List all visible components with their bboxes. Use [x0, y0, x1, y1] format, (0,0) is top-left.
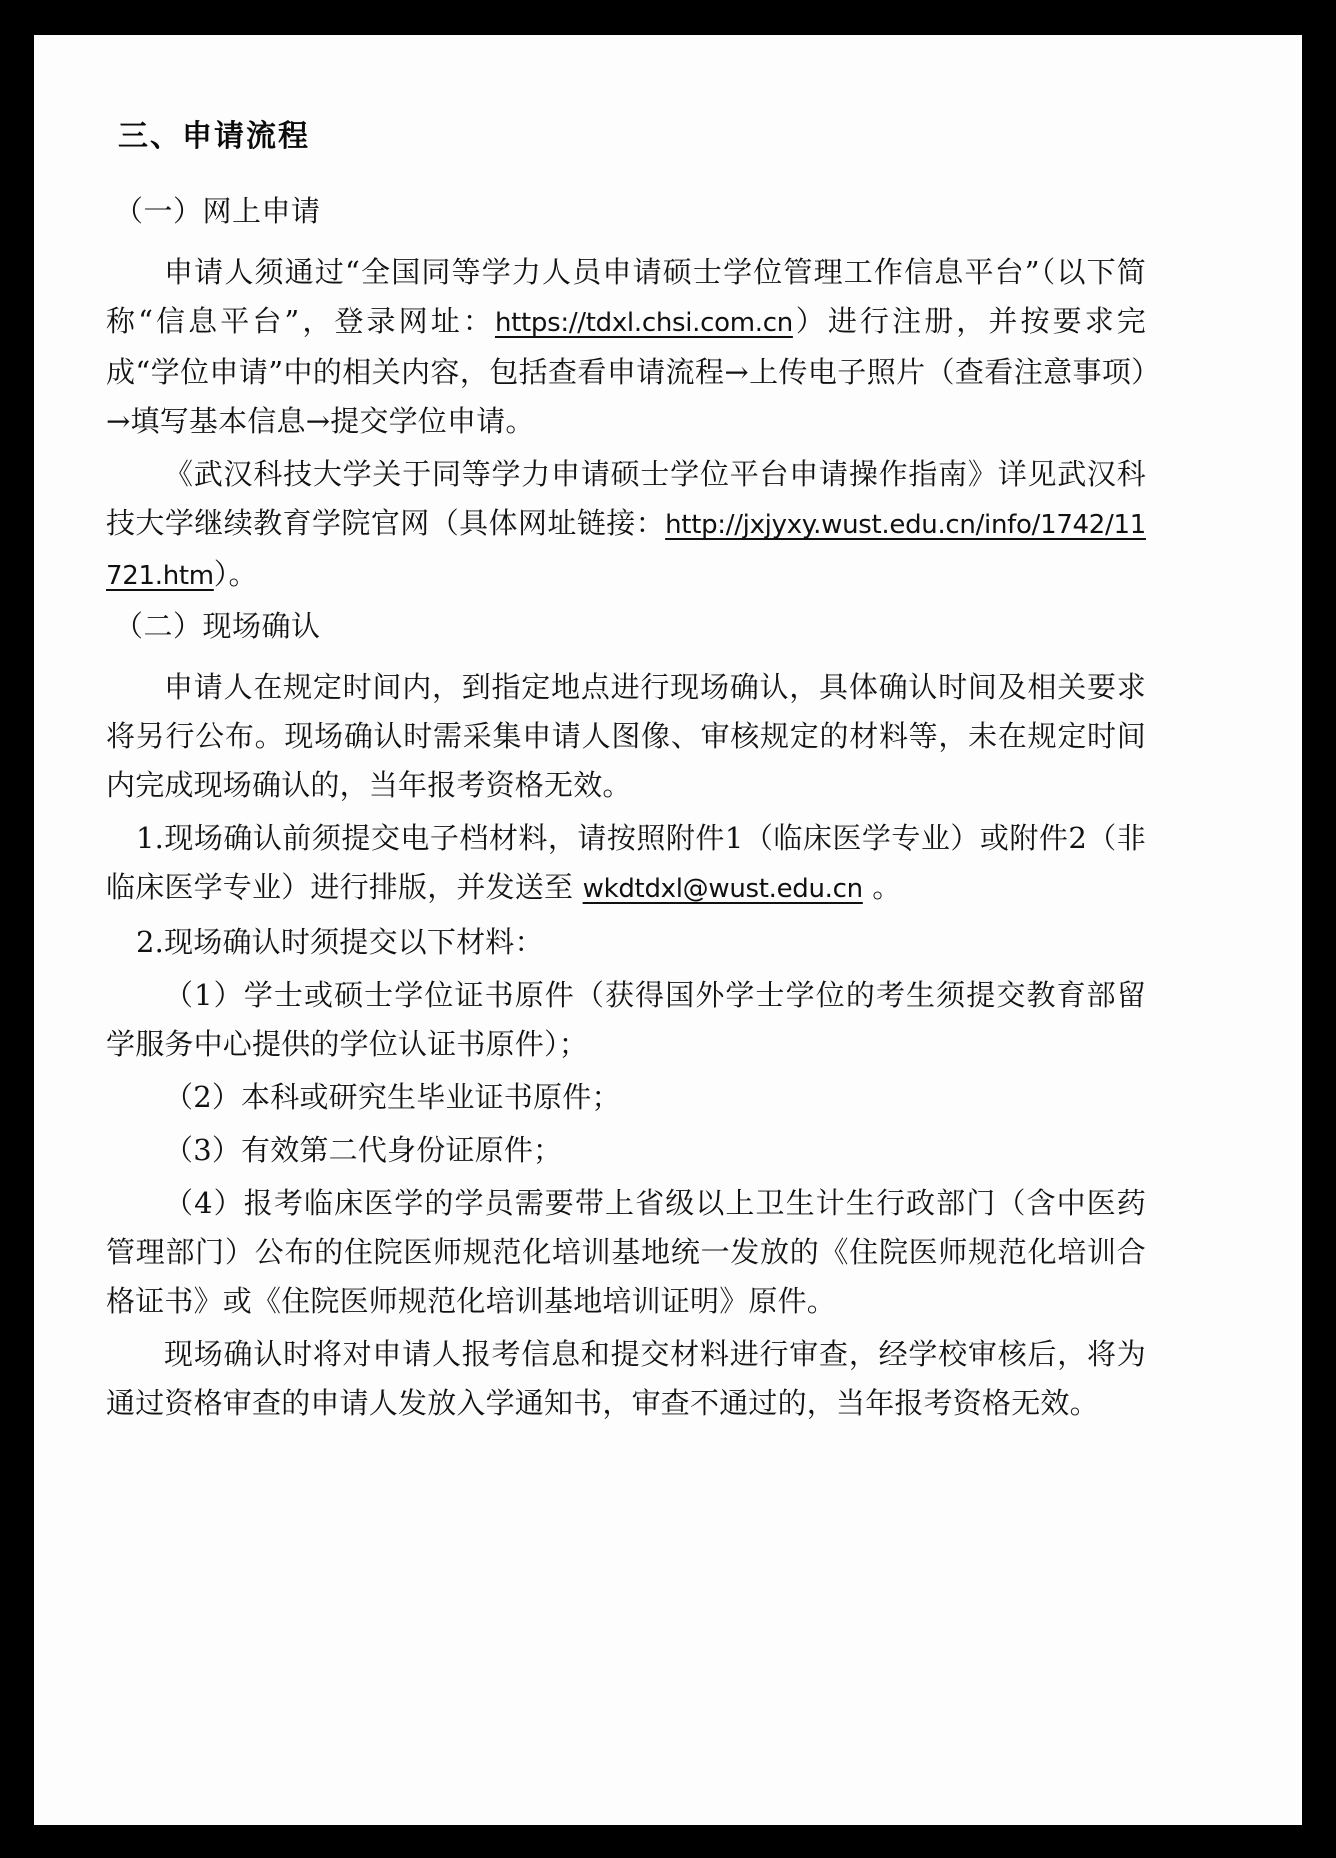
hyperlink[interactable]: wkdtdxl@wust.edu.cn — [582, 874, 863, 905]
subheading-online-application: （一）网上申请 — [114, 194, 321, 228]
para-onsite-item-2 — [106, 918, 1146, 967]
text-run: 2.现场确认时须提交以下材料： — [136, 925, 544, 960]
hyperlink[interactable]: https://tdxl.chsi.com.cn — [494, 308, 793, 339]
text-run: 申请人须通过“全国同等学力人员申请硕士学位管理工作信息平台”（以下简称“信息平台”，登录网址： — [106, 255, 1146, 339]
text-run: 1.现场确认前须提交电子档材料，请按照附件1（临床医学专业）或附件2（非临床医学专业）进行排版，并发送至 — [106, 821, 1146, 905]
page-title: 三、申请流程 — [118, 119, 310, 154]
document-body — [106, 117, 1146, 1432]
para-online-application-1 — [106, 248, 1146, 446]
subheading-onsite-confirmation: （二）现场确认 — [114, 609, 321, 644]
para-onsite-item-1 — [106, 814, 1146, 914]
para-material-3 — [106, 1126, 1146, 1175]
text-run: （4）报考临床医学的学员需要带上省级以上卫生计生行政部门（含中医药管理部门）公布的住院医师规范化培训基地统一发放的《住院医师规范化培训合格证书》或《住院医师规范化培训基地培训证明》原件。 — [106, 1186, 1146, 1319]
para-material-1 — [106, 971, 1146, 1069]
document-page — [34, 35, 1302, 1825]
para-onsite-1 — [106, 663, 1146, 810]
para-material-2 — [106, 1073, 1146, 1122]
text-run: （3）有效第二代身份证原件； — [164, 1133, 563, 1168]
document-block-list — [106, 190, 1146, 1428]
text-run: 申请人在规定时间内，到指定地点进行现场确认，具体确认时间及相关要求将另行公布。现场确认时需采集申请人图像、审核规定的材料等，未在规定时间内完成现场确认的，当年报考资格无效。 — [106, 670, 1146, 803]
para-onsite-closing — [106, 1330, 1146, 1428]
text-run: （2）本科或研究生毕业证书原件； — [164, 1080, 621, 1115]
text-run: 《武汉科技大学关于同等学力申请硕士学位平台申请操作指南》详见武汉科技大学继续教育学院官网（具体网址链接： — [106, 457, 1146, 541]
text-run: ）。 — [213, 557, 258, 592]
para-material-4 — [106, 1179, 1146, 1326]
text-run: 现场确认时将对申请人报考信息和提交材料进行审查，经学校审核后，将为通过资格审查的申请人发放入学通知书，审查不通过的，当年报考资格无效。 — [106, 1337, 1146, 1421]
text-run: ）进行注册，并按要求完成“学位申请”中的相关内容，包括查看申请流程→上传电子照片（查看注意事项）→填写基本信息→提交学位申请。 — [106, 304, 1146, 439]
para-online-application-2 — [106, 450, 1146, 601]
text-run: （1）学士或硕士学位证书原件（获得国外学士学位的考生须提交教育部留学服务中心提供的学位认证书原件）； — [106, 978, 1146, 1062]
text-run: 。 — [862, 870, 902, 905]
hyperlink[interactable]: http://jxjyxy.wust.edu.cn/info/1742/11721.htm — [106, 510, 1146, 592]
